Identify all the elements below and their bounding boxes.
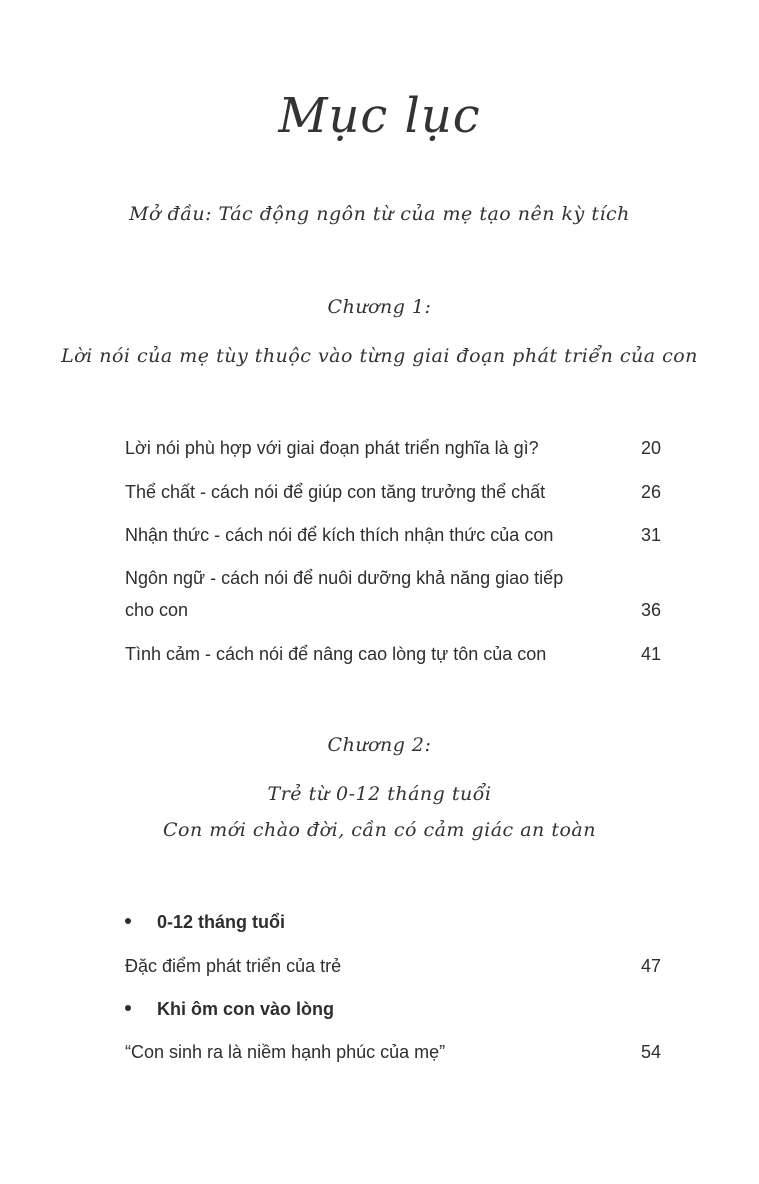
toc-entry[interactable] — [125, 1036, 661, 1068]
toc-entry-text: Thể chất - cách nói để giúp con tăng trưởng thể chất — [125, 482, 546, 502]
chapter-1-subtitle: Lời nói của mẹ tùy thuộc vào từng giai đoạn phát triển của con — [61, 345, 698, 367]
toc-entry-page: 47 — [640, 956, 661, 976]
page-title: Mục lục — [278, 88, 481, 144]
toc-entry-page: 54 — [640, 1042, 661, 1062]
toc-entry-text: Lời nói phù hợp với giai đoạn phát triển nghĩa là gì? — [125, 438, 539, 458]
toc-entry-page: 41 — [640, 644, 661, 664]
section-heading-text: Khi ôm con vào lòng — [157, 999, 335, 1019]
chapter-2-subtitle-line2: Con mới chào đời, cần có cảm giác an toàn — [163, 819, 596, 841]
bullet-icon — [125, 1005, 131, 1011]
toc-entry[interactable] — [125, 476, 661, 508]
toc-entry-page: 31 — [640, 525, 661, 545]
toc-entry[interactable] — [125, 950, 661, 982]
section-heading-text: 0-12 tháng tuổi — [157, 912, 286, 932]
toc-entry-text: “Con sinh ra là niềm hạnh phúc của mẹ” — [125, 1042, 446, 1062]
toc-entry-page: 20 — [640, 438, 661, 458]
chapter-2-label: Chương 2: — [327, 734, 432, 756]
toc-entry-page: 26 — [640, 482, 661, 502]
section-heading — [125, 909, 285, 935]
toc-entry-text: Tình cảm - cách nói để nâng cao lòng tự tôn của con — [125, 644, 547, 664]
toc-entry-page: 36 — [640, 600, 661, 620]
toc-entry-text: Ngôn ngữ - cách nói để nuôi dưỡng khả năng giao tiếp cho con — [125, 568, 564, 620]
toc-entry-text: Nhận thức - cách nói để kích thích nhận thức của con — [125, 525, 554, 545]
chapter-2-subtitle: Trẻ từ 0-12 tháng tuổi — [267, 783, 492, 805]
chapter-1-label: Chương 1: — [327, 296, 432, 318]
bullet-icon — [125, 918, 131, 924]
toc-entry[interactable] — [125, 519, 661, 551]
toc-entry[interactable] — [125, 432, 661, 464]
intro-line: Mở đầu: Tác động ngôn từ của mẹ tạo nên kỳ tích — [129, 203, 630, 225]
toc-entry[interactable] — [125, 638, 661, 670]
section-heading — [125, 996, 334, 1022]
toc-entry[interactable] — [125, 562, 661, 626]
toc-entry-text: Đặc điểm phát triển của trẻ — [125, 956, 342, 976]
